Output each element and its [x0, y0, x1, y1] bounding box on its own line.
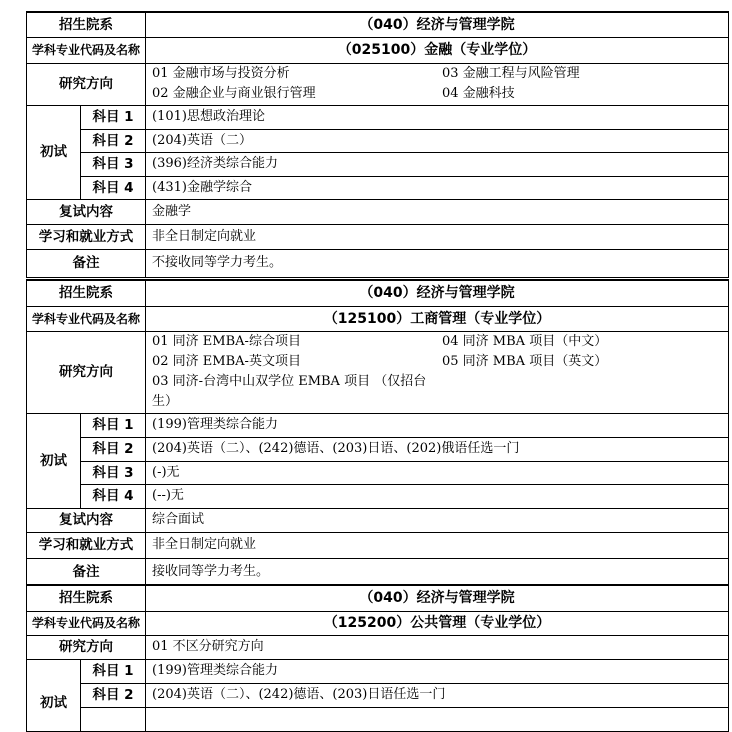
subject-label: 科目 1 — [81, 413, 146, 437]
exam-label: 初试 — [27, 659, 81, 731]
subject-value: (431)金融学综合 — [146, 176, 729, 199]
subject-value: (--)无 — [146, 484, 729, 508]
subject-label: 科目 3 — [81, 152, 146, 176]
study-mode-value: 非全日制定向就业 — [146, 224, 729, 249]
subject-value: (199)管理类综合能力 — [146, 659, 729, 683]
major-value: （025100）金融（专业学位） — [146, 37, 729, 63]
major-value: （125100）工商管理（专业学位） — [146, 306, 729, 331]
direction-label: 研究方向 — [27, 331, 146, 413]
major-label: 学科专业代码及名称 — [27, 306, 146, 331]
program-table-finance — [26, 11, 729, 278]
college-value: （040）经济与管理学院 — [146, 12, 729, 37]
college-label: 招生院系 — [27, 12, 146, 37]
subject-label-cut — [81, 707, 146, 731]
direction-item: 04 同济 MBA 项目（中文） — [442, 334, 608, 349]
direction-item: 01 金融市场与投资分析 — [152, 66, 290, 81]
direction-item: 04 金融科技 — [442, 86, 515, 101]
subject-value: (199)管理类综合能力 — [146, 413, 729, 437]
direction-item: 03 金融工程与风险管理 — [442, 66, 580, 81]
retest-label: 复试内容 — [27, 508, 146, 532]
subject-label: 科目 2 — [81, 683, 146, 707]
major-label: 学科专业代码及名称 — [27, 611, 146, 635]
subject-value: (396)经济类综合能力 — [146, 152, 729, 176]
direction-item: 02 金融企业与商业银行管理 — [152, 86, 316, 101]
exam-label: 初试 — [27, 105, 81, 199]
subject-value-cut — [146, 707, 729, 731]
subject-value: (101)思想政治理论 — [146, 105, 729, 129]
study-mode-value: 非全日制定向就业 — [146, 532, 729, 558]
direction-list — [146, 331, 729, 413]
subject-label: 科目 1 — [81, 659, 146, 683]
study-mode-label: 学习和就业方式 — [27, 532, 146, 558]
major-label: 学科专业代码及名称 — [27, 37, 146, 63]
subject-label: 科目 2 — [81, 437, 146, 461]
direction-label: 研究方向 — [27, 63, 146, 105]
subject-value: (204)英语（二） — [146, 129, 729, 152]
college-label: 招生院系 — [27, 585, 146, 611]
college-value: （040）经济与管理学院 — [146, 585, 729, 611]
college-value: （040）经济与管理学院 — [146, 280, 729, 306]
program-table-business-admin — [26, 279, 729, 586]
program-table-public-admin — [26, 584, 729, 732]
study-mode-label: 学习和就业方式 — [27, 224, 146, 249]
exam-label: 初试 — [27, 413, 81, 508]
direction-label: 研究方向 — [27, 635, 146, 659]
subject-label: 科目 2 — [81, 129, 146, 152]
retest-value: 综合面试 — [146, 508, 729, 532]
major-value: （125200）公共管理（专业学位） — [146, 611, 729, 635]
notes-label: 备注 — [27, 558, 146, 585]
subject-label: 科目 4 — [81, 176, 146, 199]
notes-label: 备注 — [27, 249, 146, 277]
notes-value: 接收同等学力考生。 — [146, 558, 729, 585]
subject-label: 科目 3 — [81, 461, 146, 484]
direction-item: 01 同济 EMBA-综合项目 — [152, 334, 301, 349]
retest-label: 复试内容 — [27, 199, 146, 224]
direction-item: 05 同济 MBA 项目（英文） — [442, 354, 608, 369]
subject-label: 科目 4 — [81, 484, 146, 508]
direction-item: 02 同济 EMBA-英文项目 — [152, 354, 301, 369]
direction-list — [146, 63, 729, 105]
notes-value: 不接收同等学力考生。 — [146, 249, 729, 277]
subject-value: (204)英语（二）、(242)德语、(203)日语、(202)俄语任选一门 — [146, 437, 729, 461]
subject-value: (204)英语（二）、(242)德语、(203)日语任选一门 — [146, 683, 729, 707]
direction-item: 03 同济-台湾中山双学位 EMBA 项目 （仅招台生） — [152, 374, 427, 409]
retest-value: 金融学 — [146, 199, 729, 224]
subject-label: 科目 1 — [81, 105, 146, 129]
subject-value: (-)无 — [146, 461, 729, 484]
college-label: 招生院系 — [27, 280, 146, 306]
direction-item: 01 不区分研究方向 — [146, 635, 729, 659]
